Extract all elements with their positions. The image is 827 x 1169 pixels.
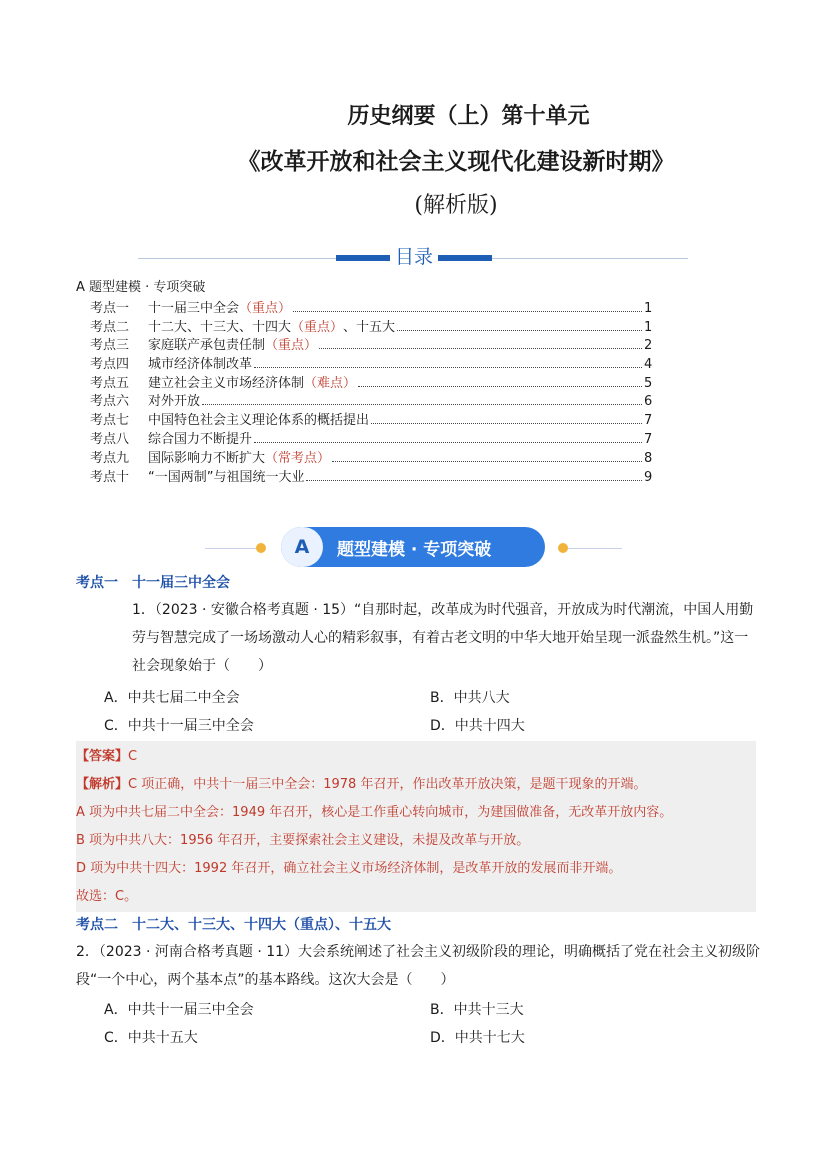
toc-bar-left xyxy=(336,255,390,261)
toc-page-number: 8 xyxy=(644,451,653,466)
banner-rule-right xyxy=(562,548,622,549)
toc-item[interactable]: 考点二 十二大、十三大、十四大 （重点） 、十五大 1 xyxy=(90,320,653,335)
toc-item[interactable]: 考点十 “一国两制”与祖国统一大业 9 xyxy=(90,470,653,485)
toc-item[interactable]: 考点一 十一届三中全会 （重点） 1 xyxy=(90,301,653,316)
toc-page-number: 7 xyxy=(644,413,653,428)
document-title-line1: 历史纲要（上）第十单元 xyxy=(347,103,590,129)
toc-leader xyxy=(358,385,642,387)
q2-option-a[interactable]: A．中共十一届三中全会 xyxy=(104,1002,254,1018)
section-banner xyxy=(281,527,545,567)
q1-option-a[interactable]: A．中共七届二中全会 xyxy=(104,690,240,706)
answer-box xyxy=(76,741,756,912)
toc-section-title[interactable]: A 题型建模 · 专项突破 xyxy=(76,280,206,295)
document-title-line3: (解析版) xyxy=(414,193,498,218)
toc-page-number: 1 xyxy=(644,320,653,335)
q2-option-d[interactable]: D．中共十七大 xyxy=(430,1030,525,1046)
kp2-heading: 考点二 十二大、十三大、十四大（重点）、十五大 xyxy=(76,917,391,933)
analysis-line-4: D 项为中共十四大：1992 年召开，确立社会主义市场经济体制，是改革开放的发展而非开端。 xyxy=(76,861,622,876)
toc-leader xyxy=(371,422,642,424)
section-banner-text: 题型建模 · 专项突破 xyxy=(337,539,492,560)
toc-page-number: 7 xyxy=(644,432,653,447)
analysis-line-2: A 项为中共七届二中全会：1949 年召开，核心是工作重心转向城市，为建国做准备，无改革开放内容。 xyxy=(76,805,673,820)
toc-leader xyxy=(293,310,642,312)
toc-heading: 目录 xyxy=(390,242,438,269)
q1-option-d[interactable]: D．中共十四大 xyxy=(430,718,525,734)
banner-dot-left xyxy=(256,543,266,553)
analysis-line-3: B 项为中共八大：1956 年召开，主要探索社会主义建设，未提及改革与开放。 xyxy=(76,833,530,848)
toc-item[interactable]: 考点四 城市经济体制改革 4 xyxy=(90,357,653,372)
toc-item[interactable]: 考点三 家庭联产承包责任制 （重点） 2 xyxy=(90,338,653,353)
toc-leader xyxy=(254,441,642,443)
answer-value: C xyxy=(128,749,138,764)
toc-page-number: 2 xyxy=(644,338,653,353)
banner-dot-right xyxy=(558,543,568,553)
q1-option-b[interactable]: B．中共八大 xyxy=(430,690,510,706)
toc-leader xyxy=(319,347,642,349)
toc-page-number: 5 xyxy=(644,376,653,391)
toc-page-number: 1 xyxy=(644,301,653,316)
analysis-line-1: 【解析】C 项正确，中共十一届三中全会：1978 年召开，作出改革开放决策，是题干现象的开端。 xyxy=(76,777,647,792)
question-2-stem: 2．（2023 · 河南合格考真题 · 11）大会系统阐述了社会主义初级阶段的理论，明确概括了党在社会主义初级阶段“一个中心，两个基本点”的基本路线。这次大会是（ ） xyxy=(76,944,761,988)
answer-line: 【答案】C xyxy=(76,749,138,764)
toc-item[interactable]: 考点八 综合国力不断提升 7 xyxy=(90,432,653,447)
toc-item[interactable]: 考点六 对外开放 6 xyxy=(90,394,653,409)
document-title-line2: 《改革开放和社会主义现代化建设新时期》 xyxy=(237,148,675,175)
toc-leader xyxy=(397,329,642,331)
kp1-heading: 考点一 十一届三中全会 xyxy=(76,575,230,591)
toc-leader xyxy=(332,460,642,462)
toc-item[interactable]: 考点九 国际影响力不断扩大 （常考点） 8 xyxy=(90,451,653,466)
toc-page-number: 4 xyxy=(644,357,653,372)
toc-leader xyxy=(202,403,642,405)
toc-page-number: 9 xyxy=(644,470,653,485)
toc-leader xyxy=(254,366,642,368)
toc-item[interactable]: 考点五 建立社会主义市场经济体制 （难点） 5 xyxy=(90,376,653,391)
analysis-conclusion: 故选：C。 xyxy=(76,889,138,904)
q2-option-b[interactable]: B．中共十三大 xyxy=(430,1002,524,1018)
toc-bar-right xyxy=(438,255,492,261)
toc-leader xyxy=(306,479,642,481)
section-letter-badge: A xyxy=(281,527,323,567)
q2-option-c[interactable]: C．中共十五大 xyxy=(104,1030,198,1046)
question-1-stem: 1．（2023 · 安徽合格考真题 · 15）“自那时起，改革成为时代强音，开放成为时代潮流，中国人用勤劳与智慧完成了一场场激动人心的精彩叙事，有着古老文明的中华大地开始呈现一派盎然生机。”这一社会现象始于（ ） xyxy=(132,602,754,674)
toc-page-number: 6 xyxy=(644,394,653,409)
toc-item[interactable]: 考点七 中国特色社会主义理论体系的概括提出 7 xyxy=(90,413,653,428)
q1-option-c[interactable]: C．中共十一届三中全会 xyxy=(104,718,254,734)
